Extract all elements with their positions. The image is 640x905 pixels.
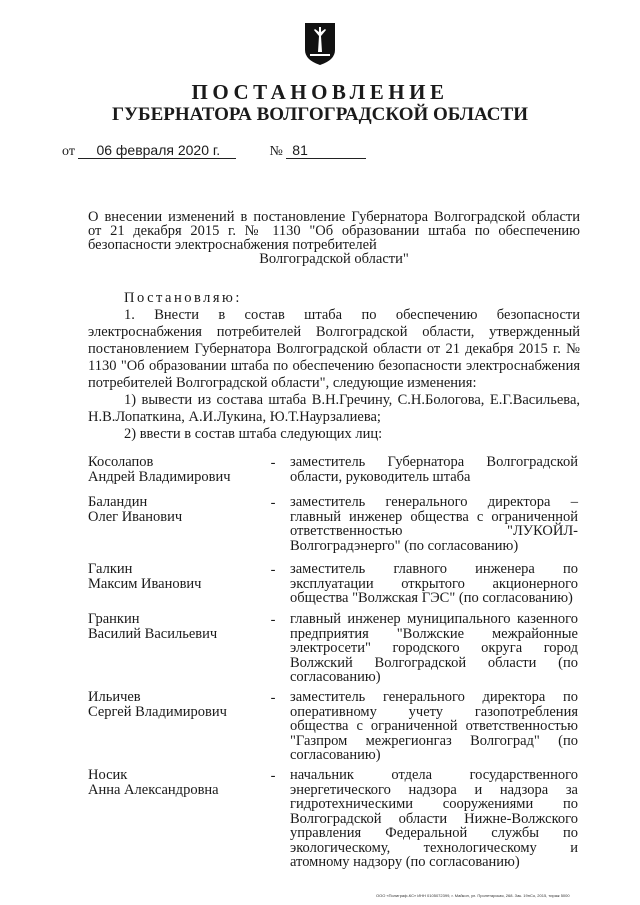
member-dash: - [270, 612, 276, 628]
member-surname: Баландин [88, 494, 148, 510]
printer-imprint: ООО «Полиграф-КС» ИНН 0105072399, г. Майкоп, ул. Пролетарская, 268. Зак. 19нСо, 2015, тираж 5000 [376, 893, 570, 898]
member-given-names: Сергей Владимирович [88, 704, 227, 720]
member-given-names: Анна Александровна [88, 782, 219, 798]
member-dash: - [270, 690, 276, 706]
date-number-line [62, 142, 366, 160]
member-given-names: Максим Иванович [88, 576, 202, 592]
subject-text-last: Волгоградской области" [259, 251, 409, 267]
member-role: начальник отдела государственного энергетического надзора и надзора за гидротехническими сооружениями по Волгоградской области Нижне-Волжского управления Федеральной службы по экологическому, технологическому и атомному надзору (по согласованию) [290, 767, 578, 870]
document-subject [88, 210, 580, 266]
number-label: № [269, 144, 283, 159]
subject-text: О внесении изменений в постановление Губернатора Волгоградской области от 21 декабря 2015 г. № 1130 "Об образовании штаба по обеспечению безопасности электроснабжения потребителей [88, 209, 580, 253]
decree-word: Постановляю: [124, 290, 242, 306]
member-dash: - [270, 768, 276, 784]
member-name [88, 768, 263, 798]
member-surname: Носик [88, 767, 128, 783]
document-body [88, 290, 580, 443]
member-name [88, 690, 263, 720]
member-given-names: Олег Иванович [88, 509, 183, 525]
date-prefix-label: от [62, 144, 75, 159]
member-name [88, 612, 263, 642]
member-role: заместитель главного инженера по эксплуатации открытого акционерного общества "Волжская ГЭС" (по согласованию) [290, 561, 578, 606]
member-role: главный инженер муниципального казенного предприятия "Волжские межрайонные электросети" городского округа город Волжский Волгоградской области (по согласованию) [290, 611, 578, 685]
paragraph-2: 1) вывести из состава штаба В.Н.Гречину, С.Н.Бологова, Е.Г.Васильева, Н.В.Лопаткина, А.И.Лукина, Ю.Т.Наурзалиева; [88, 392, 580, 425]
member-name [88, 455, 263, 485]
member-surname: Ильичев [88, 689, 141, 705]
member-given-names: Василий Васильевич [88, 626, 218, 642]
member-name [88, 495, 263, 525]
member-role: заместитель Губернатора Волгоградской области, руководитель штаба [290, 454, 578, 485]
paragraph-1: 1. Внести в состав штаба по обеспечению безопасности электроснабжения потребителей Волгоградской области, утвержденный постановлением Губернатора Волгоградской области от 21 декабря 2015 г. № 1130 "Об образовании штаба по обеспечению безопасности электроснабжения потребителей Волгоградской области", следующие изменения: [88, 307, 580, 391]
member-given-names: Андрей Владимирович [88, 469, 231, 485]
member-role: заместитель генерального директора по оперативному учету газопотребления общества с ограниченной ответственностью "Газпром межрегионгаз Волгоград" (по согласованию) [290, 689, 578, 763]
member-name [88, 562, 263, 592]
member-dash: - [270, 495, 276, 511]
member-dash: - [270, 455, 276, 471]
document-title: ПОСТАНОВЛЕНИЕ [191, 80, 449, 104]
member-surname: Косолапов [88, 454, 154, 470]
member-surname: Гранкин [88, 611, 140, 627]
document-date: 06 февраля 2020 г. [78, 142, 236, 159]
paragraph-3: 2) ввести в состав штаба следующих лиц: [124, 426, 383, 442]
document-number: 81 [286, 142, 366, 159]
coat-of-arms-emblem [304, 22, 336, 66]
member-dash: - [270, 562, 276, 578]
member-surname: Галкин [88, 561, 133, 577]
member-role: заместитель генерального директора – главный инженер общества с ограниченной ответственностью "ЛУКОЙЛ-Волгоградэнерго" (по согласованию) [290, 494, 578, 554]
document-issuer: ГУБЕРНАТОРА ВОЛГОГРАДСКОЙ ОБЛАСТИ [112, 104, 528, 125]
